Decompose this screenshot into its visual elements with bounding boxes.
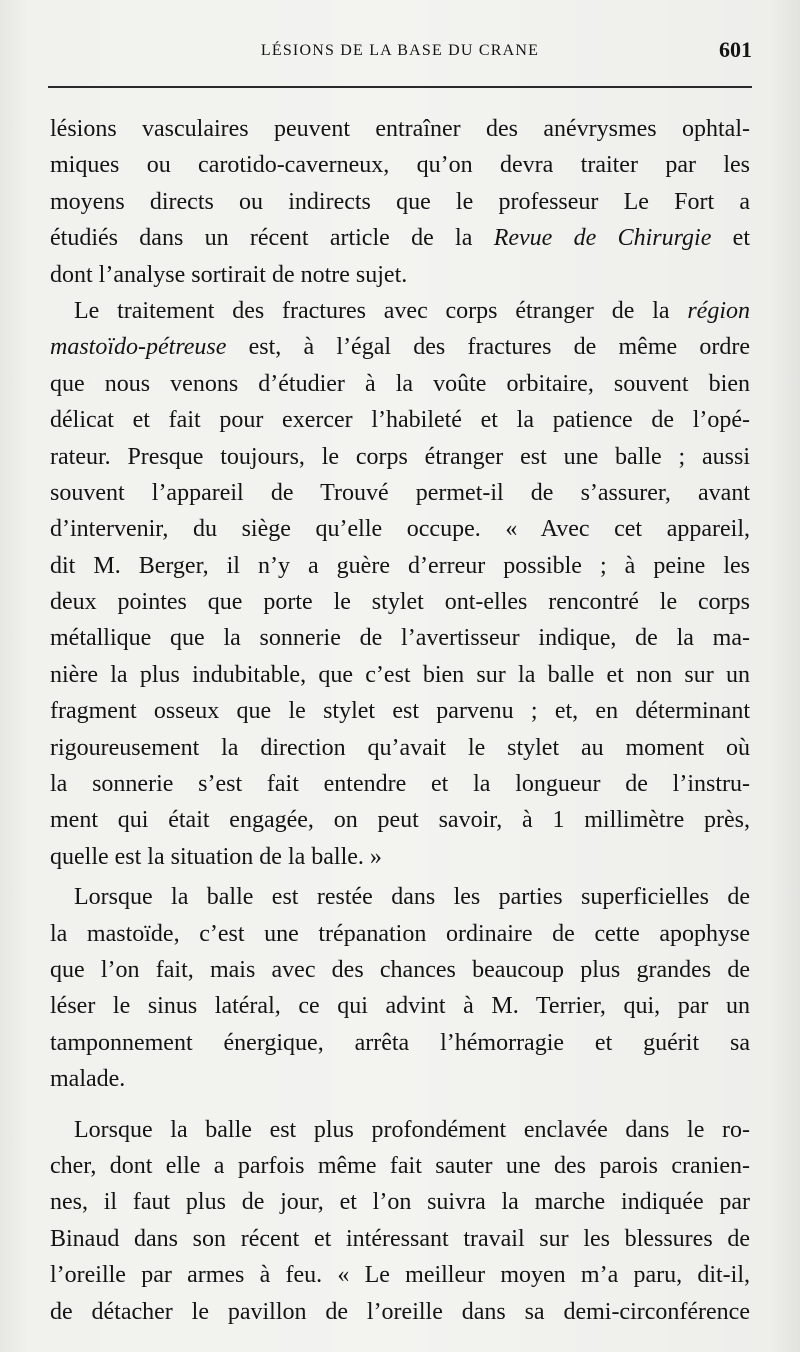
text-line: que l’on fait, mais avec des chances beaucoup plus grandes de [50, 956, 750, 983]
text-line: de détacher le pavillon de l’oreille dans sa demi-circonférence [50, 1298, 750, 1325]
text-line: Lorsque la balle est plus profondément enclavée dans le ro- [74, 1116, 750, 1143]
body-text [50, 111, 750, 1330]
text-line [50, 329, 750, 365]
italic-term: mastoïdo-pétreuse [50, 334, 227, 361]
text-line [50, 293, 750, 329]
paragraph-4 [50, 1112, 750, 1330]
running-head-title: LÉSIONS DE LA BASE DU CRANE [260, 42, 540, 59]
text-line [50, 220, 750, 256]
page-number: 601 [719, 37, 752, 62]
text-line: rigoureusement la direction qu’avait le stylet au moment où [50, 734, 750, 761]
text-line: métallique que la sonnerie de l’avertisseur indique, de la ma- [50, 625, 750, 652]
text-line: deux pointes que porte le stylet ont-elles rencontré le corps [50, 589, 750, 616]
text-line: la sonnerie s’est fait entendre et la longueur de l’instru- [50, 771, 750, 798]
text-line: léser le sinus latéral, ce qui advint à M. Terrier, qui, par un [50, 993, 750, 1020]
text-line: délicat et fait pour exercer l’habileté et la patience de l’opé- [50, 407, 750, 434]
text-line: dit M. Berger, il n’y a guère d’erreur possible ; à peine les [50, 552, 750, 579]
text-line: ment qui était engagée, on peut savoir, à 1 millimètre près, [50, 807, 750, 834]
text-line: miques ou carotido-caverneux, qu’on devra traiter par les [50, 152, 750, 179]
text-line: rateur. Presque toujours, le corps étranger est une balle ; aussi [50, 443, 750, 470]
text-line: souvent l’appareil de Trouvé permet-il de s’assurer, avant [50, 479, 750, 506]
text-line: nière la plus indubitable, que c’est bien sur la balle et non sur un [50, 661, 750, 688]
text-line: nes, il faut plus de jour, et l’on suivra la marche indiquée par [50, 1189, 750, 1216]
text-line: dont l’analyse sortirait de notre sujet. [50, 261, 408, 288]
header-rule [48, 86, 752, 88]
text-span: étudiés dans un récent article de la [50, 225, 494, 252]
text-line: lésions vasculaires peuvent entraîner des anévrysmes ophtal- [50, 116, 750, 142]
italic-journal-title: Revue de Chirurgie [493, 225, 712, 252]
text-line: moyens directs ou indirects que le professeur Le Fort a [50, 188, 750, 215]
text-line: la mastoïde, c’est une trépanation ordinaire de cette apophyse [50, 920, 750, 947]
italic-term: région [687, 297, 750, 324]
text-line: que nous venons d’étudier à la voûte orbitaire, souvent bien [50, 370, 750, 397]
text-line: tamponnement énergique, arrêta l’hémorragie et guérit sa [50, 1029, 750, 1056]
text-line: fragment osseux que le stylet est parvenu ; et, en déterminant [50, 698, 750, 725]
text-span: et [711, 225, 750, 252]
text-line: quelle est la situation de la balle. » [50, 843, 382, 870]
paragraph-3 [50, 879, 750, 1097]
text-line: cher, dont elle a parfois même fait sauter une des parois cranien- [50, 1152, 750, 1179]
text-line: d’intervenir, du siège qu’elle occupe. « Avec cet appareil, [50, 516, 750, 543]
text-line: malade. [50, 1066, 126, 1093]
paragraph-1 [50, 111, 750, 293]
text-line: l’oreille par armes à feu. « Le meilleur moyen m’a paru, dit-il, [50, 1262, 750, 1289]
running-head [48, 38, 752, 68]
paragraph-2 [50, 293, 750, 875]
text-line: Lorsque la balle est restée dans les parties superficielles de [74, 884, 750, 911]
text-line: Binaud dans son récent et intéressant travail sur les blessures de [50, 1225, 750, 1252]
text-span: est, à l’égal des fractures de même ordre [226, 334, 750, 361]
text-span: Le traitement des fractures avec corps étranger de la [74, 297, 688, 324]
